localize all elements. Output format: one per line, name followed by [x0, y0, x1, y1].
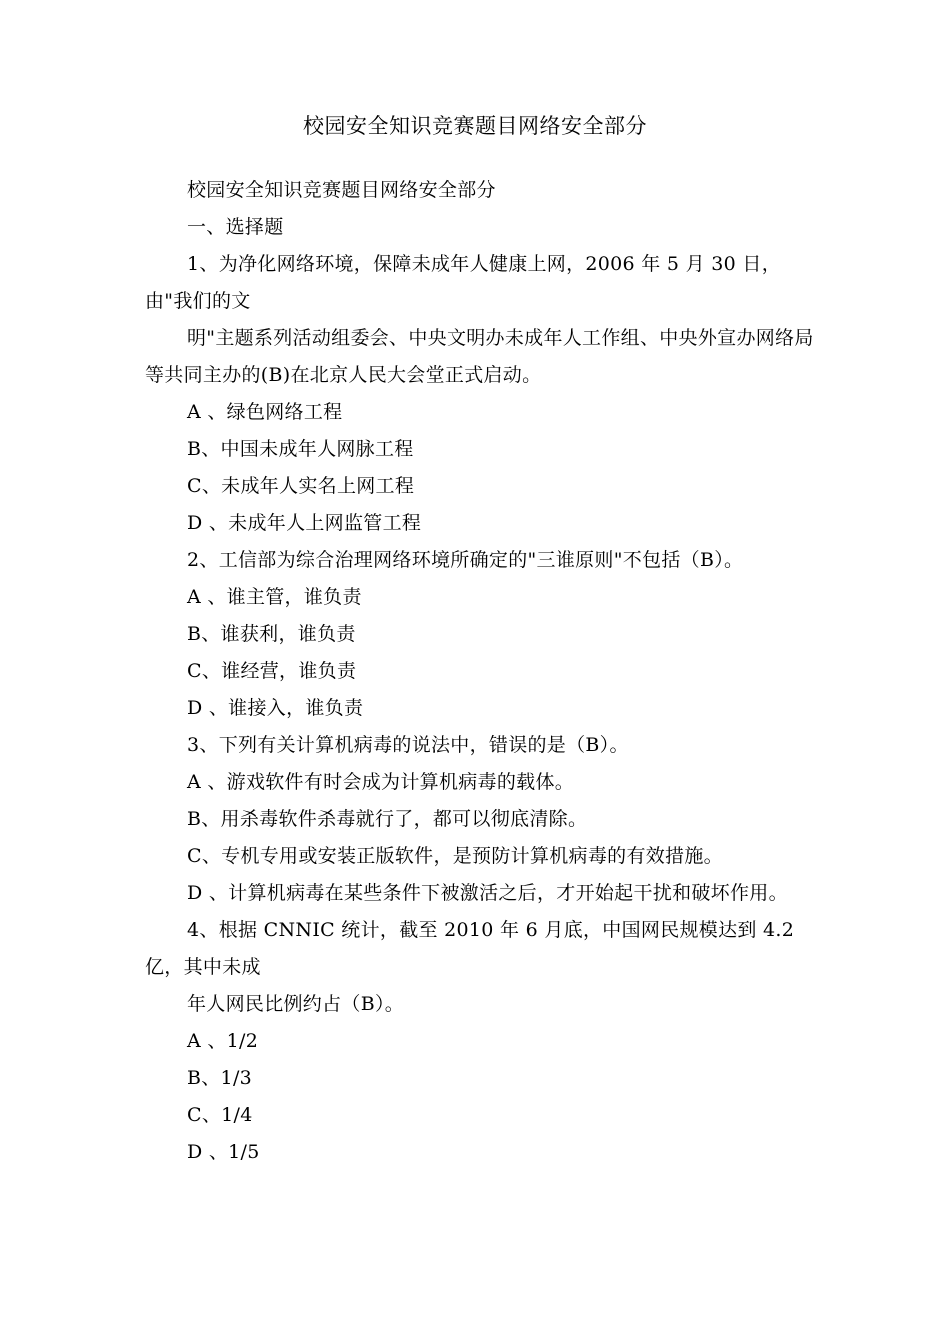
question-1-option-b: B、中国未成年人网脉工程 — [187, 438, 414, 460]
question-4-option-c: C、1/4 — [187, 1104, 253, 1126]
document-title: 校园安全知识竞赛题目网络安全部分 — [303, 114, 647, 138]
question-3-option-d: D 、计算机病毒在某些条件下被激活之后，才开始起干扰和破坏作用。 — [187, 882, 788, 904]
question-3-option-b: B、用杀毒软件杀毒就行了，都可以彻底清除。 — [187, 808, 588, 830]
question-4-option-a: A 、1/2 — [187, 1030, 259, 1052]
paragraph-subtitle: 校园安全知识竞赛题目网络安全部分 — [187, 179, 496, 201]
question-4-line-2: 年人网民比例约占（B）。 — [187, 993, 405, 1015]
question-4-option-b: B、1/3 — [187, 1067, 253, 1089]
question-1-option-c: C、未成年人实名上网工程 — [187, 475, 415, 497]
question-2-option-c: C、谁经营，谁负责 — [187, 660, 357, 682]
question-2: 2、工信部为综合治理网络环境所确定的"三谁原则"不包括（B）。 — [187, 549, 744, 571]
section-heading: 一、选择题 — [187, 216, 284, 238]
question-2-option-b: B、谁获利，谁负责 — [187, 623, 356, 645]
question-4-option-d: D 、1/5 — [187, 1141, 260, 1163]
question-3: 3、下列有关计算机病毒的说法中，错误的是（B）。 — [187, 734, 629, 756]
question-4-line-1: 4、根据 CNNIC 统计，截至 2010 年 6 月底，中国网民规模达到 4.2亿，其中未成 — [145, 919, 795, 978]
question-1-line-2: 明"主题系列活动组委会、中央文明办未成年人工作组、中央外宣办网络局等共同主办的(B)在北京人民大会堂正式启动。 — [145, 327, 814, 386]
document-body — [145, 172, 815, 1171]
question-2-option-d: D 、谁接入，谁负责 — [187, 697, 364, 719]
question-2-option-a: A 、谁主管，谁负责 — [187, 586, 362, 608]
question-1-line-1: 1、为净化网络环境，保障未成年人健康上网，2006 年 5 月 30 日，由"我们的文 — [145, 253, 782, 312]
question-1-option-a: A 、绿色网络工程 — [187, 401, 343, 423]
question-3-option-c: C、专机专用或安装正版软件，是预防计算机病毒的有效措施。 — [187, 845, 723, 867]
question-3-option-a: A 、游戏软件有时会成为计算机病毒的载体。 — [187, 771, 575, 793]
question-1-option-d: D 、未成年人上网监管工程 — [187, 512, 422, 534]
